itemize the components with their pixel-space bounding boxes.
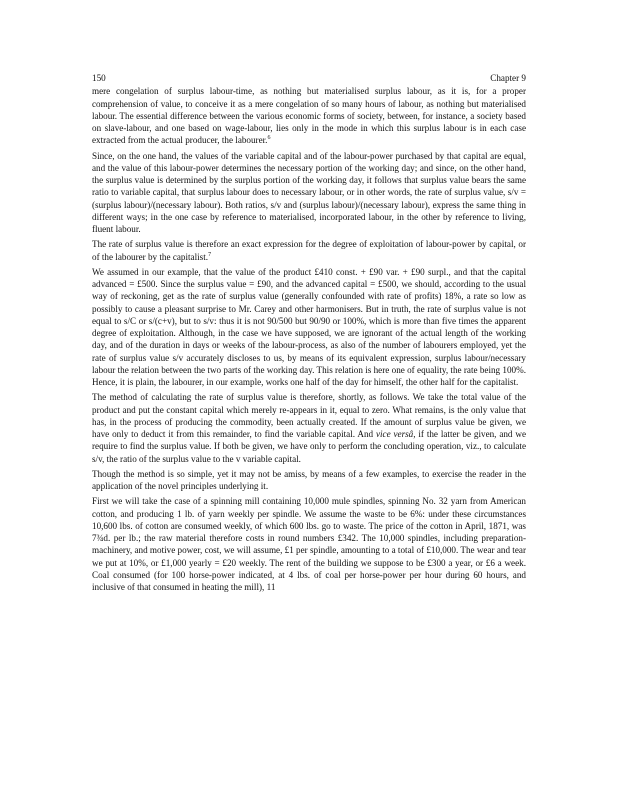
paragraph: Since, on the one hand, the values of the variable capital and of the labour-power purchased by that capital are equal, and the value of this labour-power determines the necessary portion of the working day; and since, on the other hand, the surplus value is determined by the surplus portion of the working day, it follows that surplus value bears the same ratio to variable capital, that surplus labour does to necessary labour, or in other words, the rate of surplus value, s/v = (surplus labour)/(necessary labour). Both ratios, s/v and (surplus labour)/(necessary labour), express the same thing in different ways; in the one case by reference to materialised, incorporated labour, in the other by reference to living, fluent labour. [92, 150, 526, 234]
italic-phrase: vice versâ, [375, 429, 416, 439]
footnote-marker: 6 [267, 135, 271, 142]
paragraph: mere congelation of surplus labour-time, as nothing but materialised surplus labour, as it is, for a proper comprehension of value, to conceive it as a mere congelation of so many hours of labour, as nothing but materialised labour. The essential difference between the various economic forms of society, between, for instance, a society based on slave-labour, and one based on wage-labour, lies only in the mode in which this surplus labour is in each case extracted from the actual producer, the labourer.$^6$ [92, 86, 526, 146]
book-page [92, 72, 526, 596]
running-header [92, 72, 526, 84]
chapter-label: Chapter 9 [490, 73, 526, 83]
paragraph: We assumed in our example, that the value of the product £410 const. + £90 var. + £90 surpl., and that the capital advanced = £500. Since the surplus value = £90, and the advanced capital = £500, we should, according to the usual way of reckoning, get as the rate of surplus value (generally confounded with rate of profits) 18%, a rate so low as possibly to cause a pleasant surprise to Mr. Carey and other harmonisers. But in truth, the rate of surplus value is not equal to s/C or s/(c+v), but to s/v: thus it is not 90/500 but 90/90 or 100%, which is more than five times the apparent degree of exploitation. Although, in the case we have supposed, we are ignorant of the actual length of the working day, and of the duration in days or weeks of the labour-process, as also of the number of labourers employed, yet the rate of surplus value s/v accurately discloses to us, by means of its equivalent expression, surplus labour/necessary labour the relation between the two parts of the working day. This relation is here one of equality, the rate being 100%. Hence, it is plain, the labourer, in our example, works one half of the day for himself, the other half for the capitalist. [92, 266, 526, 387]
paragraph: The rate of surplus value is therefore an exact expression for the degree of exploitation of labour-power by capital, or of the labourer by the capitalist.$^7$ [92, 239, 526, 262]
paragraph: First we will take the case of a spinning mill containing 10,000 mule spindles, spinning No. 32 yarn from American cotton, and producing 1 lb. of yarn weekly per spindle. We assume the waste to be 6%: under these circumstances 10,600 lbs. of cotton are consumed weekly, of which 600 lbs. go to waste. The price of the cotton in April, 1871, was 7¾d. per lb.; the raw material therefore costs in round numbers £342. The 10,000 spindles, including preparation-machinery, and motive power, cost, we will assume, £1 per spindle, amounting to a total of £10,000. The wear and tear we put at 10%, or £1,000 yearly = £20 weekly. The rent of the building we suppose to be £300 a year, or £6 a week. Coal consumed (for 100 horse-power indicated, at 4 lbs. of coal per horse-power per hour during 60 hours, and inclusive of that consumed in heating the mill), 11 [92, 496, 526, 592]
paragraph: Though the method is so simple, yet it may not be amiss, by means of a few examples, to exercise the reader in the application of the novel principles underlying it. [92, 468, 526, 491]
page-number: 150 [92, 73, 106, 83]
paragraph: The method of calculating the rate of surplus value is therefore, shortly, as follows. We take the total value of the product and put the constant capital which merely re-appears in it, equal to zero. What remains, is the only value that has, in the process of producing the commodity, been actually created. If the amount of surplus value be given, we have only to deduct it from this remainder, to find the variable capital. And vice versâ, if the latter be given, and we require to find the surplus value. If both be given, we have only to perform the concluding operation, viz., to calculate s/v, the ratio of the surplus value to the v variable capital. [92, 392, 526, 464]
footnote-marker: 7 [208, 251, 212, 258]
